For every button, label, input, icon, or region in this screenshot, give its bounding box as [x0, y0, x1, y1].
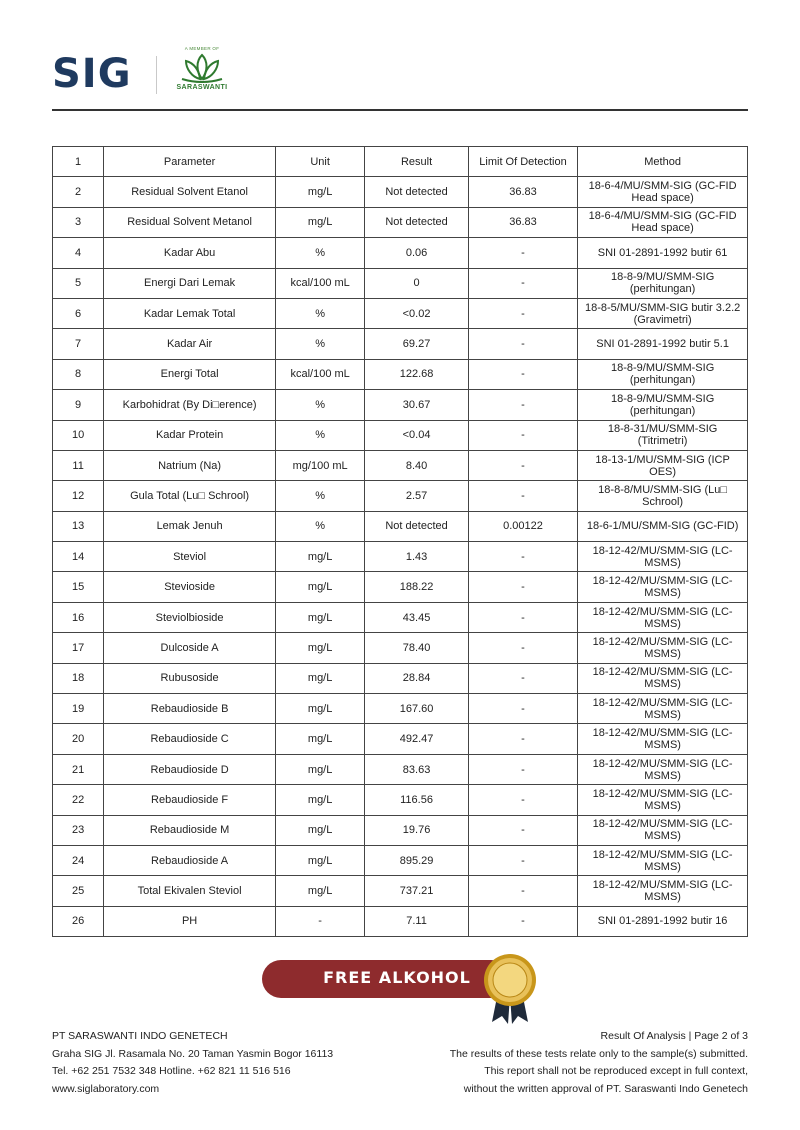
disclaimer-line-3: without the written approval of PT. Saraswanti Indo Genetech [463, 1082, 748, 1095]
table-row [53, 876, 748, 906]
row-unit: % [275, 390, 364, 420]
row-parameter: Rebaudioside B [104, 694, 276, 724]
row-result: 737.21 [365, 876, 468, 906]
row-no: 8 [53, 359, 104, 389]
table-row [53, 602, 748, 632]
row-result: 895.29 [365, 845, 468, 875]
row-no: 24 [53, 845, 104, 875]
row-method: 18-12-42/MU/SMM-SIG (LC-MSMS) [578, 815, 748, 845]
row-lod: - [468, 481, 577, 511]
row-lod: - [468, 724, 577, 754]
row-parameter: Rebaudioside A [104, 845, 276, 875]
table-row [53, 663, 748, 693]
sig-logo: SIG [52, 51, 132, 97]
row-result: Not detected [365, 511, 468, 541]
company-website: www.siglaboratory.com [52, 1082, 160, 1095]
stamp-label: FREE ALKOHOL [323, 968, 471, 987]
free-alkohol-stamp [262, 958, 542, 1024]
row-lod: - [468, 815, 577, 845]
row-unit: mg/L [275, 602, 364, 632]
row-no: 25 [53, 876, 104, 906]
row-lod: - [468, 390, 577, 420]
leaf-icon [178, 53, 226, 83]
table-row [53, 754, 748, 784]
row-no: 11 [53, 450, 104, 480]
row-result: <0.04 [365, 420, 468, 450]
row-parameter: Energi Total [104, 359, 276, 389]
row-no: 16 [53, 602, 104, 632]
row-method: 18-8-8/MU/SMM-SIG (Lu□ Schrool) [578, 481, 748, 511]
table-row [53, 177, 748, 207]
row-unit: mg/L [275, 724, 364, 754]
table-row [53, 390, 748, 420]
row-parameter: Energi Dari Lemak [104, 268, 276, 298]
row-lod: - [468, 602, 577, 632]
row-result: 167.60 [365, 694, 468, 724]
row-unit: mg/L [275, 572, 364, 602]
row-no: 9 [53, 390, 104, 420]
header-parameter: Parameter [104, 147, 276, 177]
row-lod: - [468, 238, 577, 268]
row-lod: 0.00122 [468, 511, 577, 541]
row-method: 18-12-42/MU/SMM-SIG (LC-MSMS) [578, 663, 748, 693]
row-result: <0.02 [365, 298, 468, 328]
header-lod: Limit Of Detection [468, 147, 577, 177]
row-method: SNI 01-2891-1992 butir 5.1 [578, 329, 748, 359]
row-lod: - [468, 329, 577, 359]
row-no: 18 [53, 663, 104, 693]
row-lod: 36.83 [468, 207, 577, 237]
row-no: 26 [53, 906, 104, 936]
row-unit: mg/L [275, 876, 364, 906]
row-no: 3 [53, 207, 104, 237]
row-method: 18-12-42/MU/SMM-SIG (LC-MSMS) [578, 633, 748, 663]
row-result: 492.47 [365, 724, 468, 754]
row-parameter: Rebaudioside M [104, 815, 276, 845]
row-method: 18-12-42/MU/SMM-SIG (LC-MSMS) [578, 602, 748, 632]
row-result: Not detected [365, 207, 468, 237]
row-method: SNI 01-2891-1992 butir 16 [578, 906, 748, 936]
row-lod: - [468, 572, 577, 602]
row-parameter: Karbohidrat (By Di□erence) [104, 390, 276, 420]
row-result: 43.45 [365, 602, 468, 632]
table-row [53, 481, 748, 511]
row-no: 2 [53, 177, 104, 207]
company-info [52, 1028, 412, 1098]
row-parameter: Stevioside [104, 572, 276, 602]
row-no: 13 [53, 511, 104, 541]
row-unit: mg/L [275, 207, 364, 237]
row-result: 8.40 [365, 450, 468, 480]
table-row [53, 572, 748, 602]
row-method: 18-12-42/MU/SMM-SIG (LC-MSMS) [578, 876, 748, 906]
saraswanti-logo [172, 46, 232, 102]
table-header-row [53, 147, 748, 177]
row-result: 83.63 [365, 754, 468, 784]
row-result: 188.22 [365, 572, 468, 602]
results-table [52, 146, 748, 937]
row-no: 17 [53, 633, 104, 663]
row-unit: mg/L [275, 754, 364, 784]
table-row [53, 298, 748, 328]
row-unit: mg/L [275, 845, 364, 875]
row-method: 18-8-9/MU/SMM-SIG (perhitungan) [578, 359, 748, 389]
row-parameter: Natrium (Na) [104, 450, 276, 480]
table-row [53, 845, 748, 875]
row-lod: - [468, 420, 577, 450]
disclaimer-line-2: This report shall not be reproduced except in full context, [484, 1065, 748, 1077]
row-parameter: Lemak Jenuh [104, 511, 276, 541]
row-lod: - [468, 542, 577, 572]
row-method: 18-8-9/MU/SMM-SIG (perhitungan) [578, 390, 748, 420]
row-parameter: Kadar Abu [104, 238, 276, 268]
row-method: 18-12-42/MU/SMM-SIG (LC-MSMS) [578, 542, 748, 572]
row-unit: mg/L [275, 633, 364, 663]
row-no: 19 [53, 694, 104, 724]
row-unit: % [275, 329, 364, 359]
row-unit: % [275, 238, 364, 268]
row-unit: % [275, 481, 364, 511]
row-lod: - [468, 785, 577, 815]
row-no: 14 [53, 542, 104, 572]
row-result: 30.67 [365, 390, 468, 420]
header-divider [52, 109, 748, 111]
row-lod: - [468, 876, 577, 906]
row-method: 18-6-4/MU/SMM-SIG (GC-FID Head space) [578, 207, 748, 237]
row-parameter: Gula Total (Lu□ Schrool) [104, 481, 276, 511]
row-parameter: Rebaudioside F [104, 785, 276, 815]
row-unit: kcal/100 mL [275, 359, 364, 389]
table-row [53, 815, 748, 845]
table-row [53, 329, 748, 359]
table-row [53, 359, 748, 389]
row-lod: 36.83 [468, 177, 577, 207]
row-lod: - [468, 298, 577, 328]
table-row [53, 542, 748, 572]
row-parameter: Steviolbioside [104, 602, 276, 632]
table-row [53, 238, 748, 268]
row-method: SNI 01-2891-1992 butir 61 [578, 238, 748, 268]
row-lod: - [468, 450, 577, 480]
row-result: 1.43 [365, 542, 468, 572]
table-row [53, 511, 748, 541]
row-parameter: Kadar Air [104, 329, 276, 359]
row-method: 18-13-1/MU/SMM-SIG (ICP OES) [578, 450, 748, 480]
gold-medal-icon [480, 952, 540, 1024]
row-unit: mg/L [275, 177, 364, 207]
report-notes [388, 1028, 748, 1098]
table-row [53, 420, 748, 450]
table-row [53, 906, 748, 936]
row-parameter: Residual Solvent Etanol [104, 177, 276, 207]
row-method: 18-12-42/MU/SMM-SIG (LC-MSMS) [578, 845, 748, 875]
row-result: 0.06 [365, 238, 468, 268]
row-result: 28.84 [365, 663, 468, 693]
row-lod: - [468, 633, 577, 663]
row-method: 18-6-4/MU/SMM-SIG (GC-FID Head space) [578, 177, 748, 207]
table-row [53, 450, 748, 480]
row-unit: mg/L [275, 694, 364, 724]
row-unit: mg/L [275, 663, 364, 693]
row-no: 22 [53, 785, 104, 815]
row-unit: mg/L [275, 815, 364, 845]
header-no: 1 [53, 147, 104, 177]
row-parameter: Rebaudioside D [104, 754, 276, 784]
row-result: 122.68 [365, 359, 468, 389]
row-parameter: Steviol [104, 542, 276, 572]
table-row [53, 207, 748, 237]
table-row [53, 785, 748, 815]
logo-divider [156, 56, 157, 94]
row-unit: % [275, 420, 364, 450]
row-lod: - [468, 754, 577, 784]
row-parameter: Kadar Protein [104, 420, 276, 450]
row-unit: kcal/100 mL [275, 268, 364, 298]
row-unit: mg/L [275, 785, 364, 815]
row-method: 18-6-1/MU/SMM-SIG (GC-FID) [578, 511, 748, 541]
row-lod: - [468, 694, 577, 724]
row-result: 0 [365, 268, 468, 298]
row-result: 69.27 [365, 329, 468, 359]
row-no: 5 [53, 268, 104, 298]
row-method: 18-8-9/MU/SMM-SIG (perhitungan) [578, 268, 748, 298]
row-parameter: Dulcoside A [104, 633, 276, 663]
company-phone: Tel. +62 251 7532 348 Hotline. +62 821 11 516 516 [52, 1065, 291, 1077]
table-row [53, 694, 748, 724]
row-no: 15 [53, 572, 104, 602]
row-no: 21 [53, 754, 104, 784]
row-method: 18-8-5/MU/SMM-SIG butir 3.2.2 (Gravimetri) [578, 298, 748, 328]
company-name: PT SARASWANTI INDO GENETECH [52, 1030, 228, 1042]
member-of-label: A MEMBER OF [184, 46, 220, 51]
header-result: Result [365, 147, 468, 177]
row-unit: - [275, 906, 364, 936]
row-lod: - [468, 906, 577, 936]
table-row [53, 633, 748, 663]
table-row [53, 724, 748, 754]
row-unit: mg/L [275, 542, 364, 572]
company-address: Graha SIG Jl. Rasamala No. 20 Taman Yasmin Bogor 16113 [52, 1047, 334, 1060]
header-method: Method [578, 147, 748, 177]
row-unit: % [275, 298, 364, 328]
row-parameter: PH [104, 906, 276, 936]
row-no: 12 [53, 481, 104, 511]
row-parameter: Kadar Lemak Total [104, 298, 276, 328]
page-header [52, 44, 748, 108]
header-unit: Unit [275, 147, 364, 177]
table-row [53, 268, 748, 298]
row-method: 18-12-42/MU/SMM-SIG (LC-MSMS) [578, 572, 748, 602]
row-result: 7.11 [365, 906, 468, 936]
row-result: 116.56 [365, 785, 468, 815]
row-lod: - [468, 359, 577, 389]
row-no: 4 [53, 238, 104, 268]
row-parameter: Rubusoside [104, 663, 276, 693]
row-unit: mg/100 mL [275, 450, 364, 480]
row-no: 23 [53, 815, 104, 845]
row-lod: - [468, 268, 577, 298]
row-no: 7 [53, 329, 104, 359]
saraswanti-name: SARASWANTI [176, 84, 228, 91]
row-parameter: Total Ekivalen Steviol [104, 876, 276, 906]
row-result: 78.40 [365, 633, 468, 663]
row-result: Not detected [365, 177, 468, 207]
row-lod: - [468, 663, 577, 693]
row-result: 2.57 [365, 481, 468, 511]
row-method: 18-12-42/MU/SMM-SIG (LC-MSMS) [578, 724, 748, 754]
row-method: 18-8-31/MU/SMM-SIG (Titrimetri) [578, 420, 748, 450]
row-no: 20 [53, 724, 104, 754]
row-result: 19.76 [365, 815, 468, 845]
row-parameter: Rebaudioside C [104, 724, 276, 754]
row-no: 10 [53, 420, 104, 450]
row-unit: % [275, 511, 364, 541]
row-lod: - [468, 845, 577, 875]
row-no: 6 [53, 298, 104, 328]
page-indicator: Result Of Analysis | Page 2 of 3 [600, 1030, 748, 1042]
disclaimer-line-1: The results of these tests relate only to the sample(s) submitted. [449, 1047, 748, 1060]
row-method: 18-12-42/MU/SMM-SIG (LC-MSMS) [578, 754, 748, 784]
row-parameter: Residual Solvent Metanol [104, 207, 276, 237]
row-method: 18-12-42/MU/SMM-SIG (LC-MSMS) [578, 785, 748, 815]
row-method: 18-12-42/MU/SMM-SIG (LC-MSMS) [578, 694, 748, 724]
